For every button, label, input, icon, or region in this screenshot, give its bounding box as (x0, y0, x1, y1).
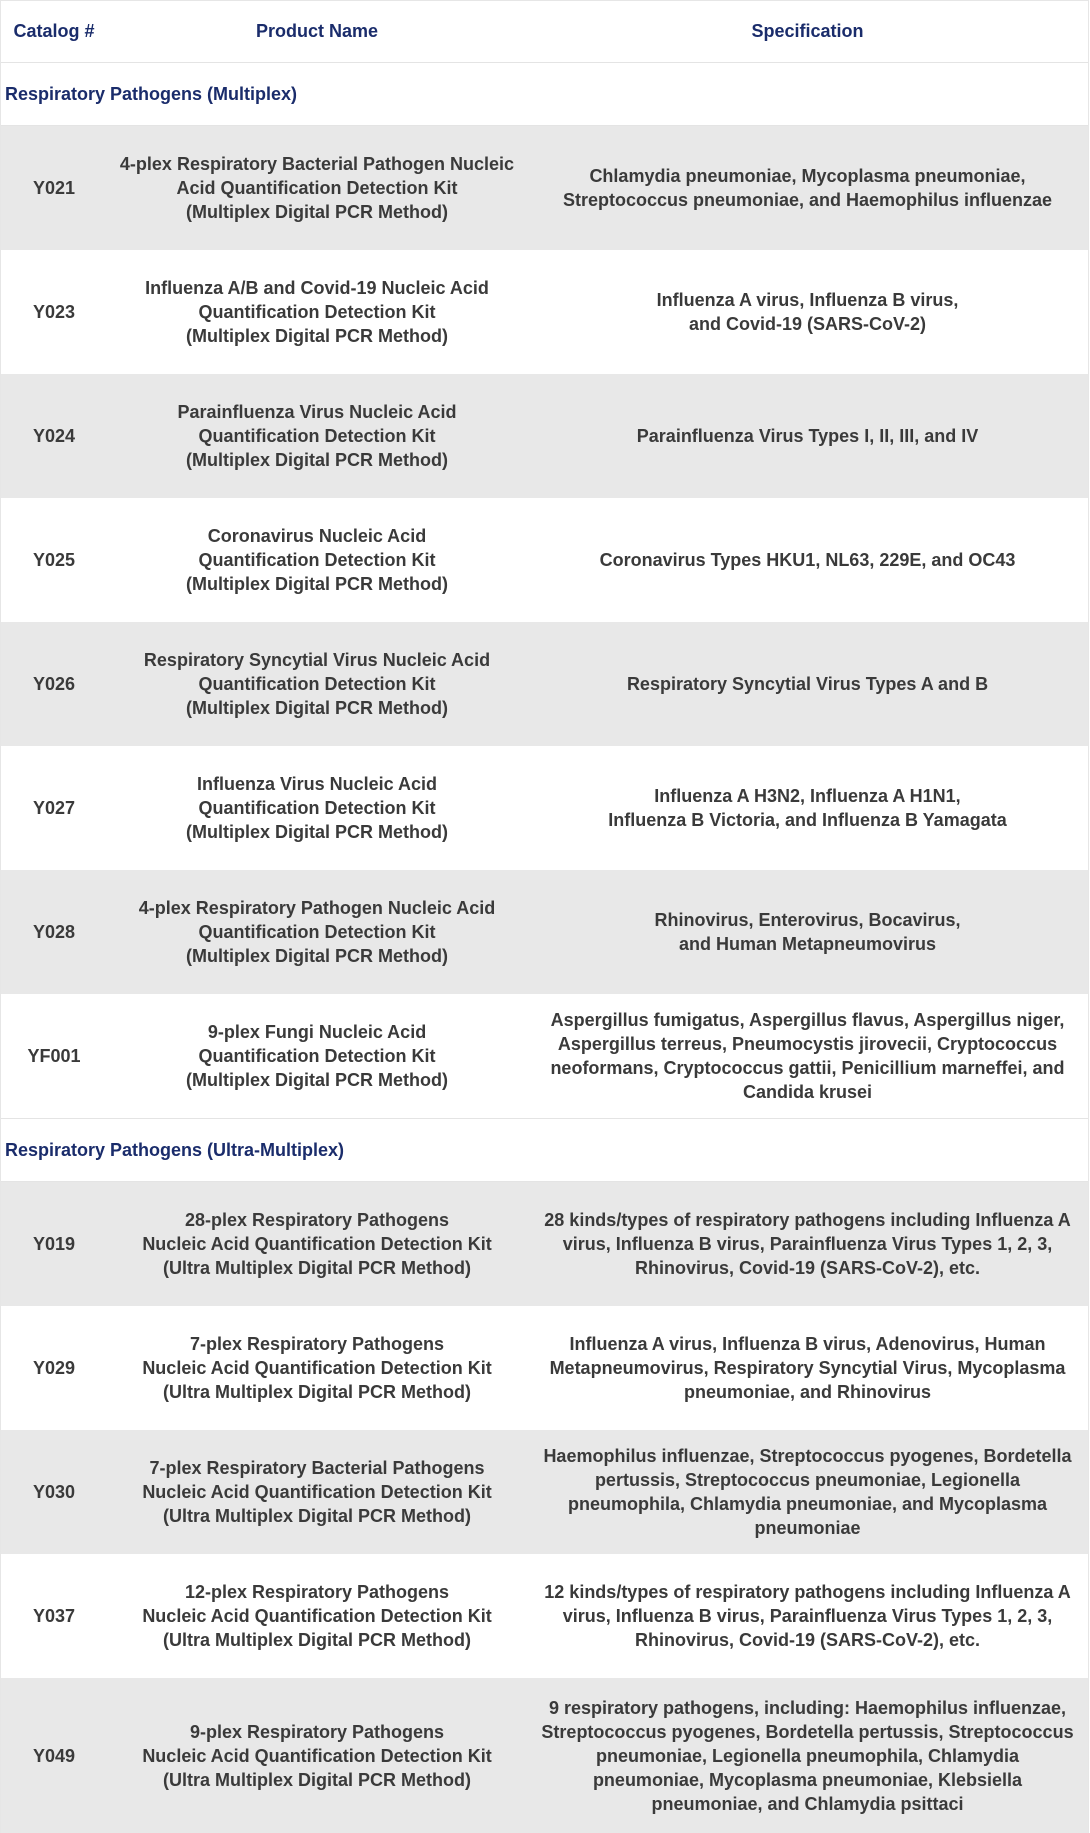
specification-cell: Coronavirus Types HKU1, NL63, 229E, and OC43 (599, 550, 1016, 570)
specification-cell: Influenza A virus, Influenza B virus, Adenovirus, Human Metapneumovirus, Respiratory Syncytial Virus, Mycoplasma pneumoniae, and Rhinovirus (549, 1334, 1066, 1402)
catalog-cell: Y028 (32, 922, 76, 942)
section-heading-multiplex: Respiratory Pathogens (Multiplex) (1, 63, 1088, 126)
table-row (1, 622, 1088, 746)
catalog-cell: Y029 (32, 1358, 76, 1378)
product-name-cell: Parainfluenza Virus Nucleic Acid Quantification Detection Kit (Multiplex Digital PCR Method) (177, 402, 457, 470)
product-name-cell: Influenza Virus Nucleic Acid Quantification Detection Kit (Multiplex Digital PCR Method) (186, 774, 448, 842)
specification-cell: 9 respiratory pathogens, including: Haemophilus influenzae, Streptococcus pyogenes, Bordetella pertussis, Streptococcus pneumoniae, Legionella pneumophila, Chlamydia pneumoniae, Mycoplasma pneumoniae, Klebsiella pneumoniae, and Chlamydia psittaci (541, 1697, 1074, 1814)
specification-cell: Chlamydia pneumoniae, Mycoplasma pneumoniae, Streptococcus pneumoniae, and Haemophilus influenzae (562, 166, 1053, 210)
table-row (1, 1678, 1088, 1833)
table-row (1, 994, 1088, 1118)
specification-cell: Aspergillus fumigatus, Aspergillus flavus, Aspergillus niger, Aspergillus terreus, Pneumocystis jirovecii, Cryptococcus neoformans, Cryptococcus gattii, Penicillium marneffei, and Candida krusei (550, 1010, 1065, 1102)
catalog-cell: Y027 (32, 798, 76, 818)
product-name-cell: Respiratory Syncytial Virus Nucleic Acid Quantification Detection Kit (Multiplex Digital PCR Method) (143, 650, 491, 718)
header-product-name: Product Name (255, 21, 379, 41)
specification-cell: Influenza A H3N2, Influenza A H1N1, Influenza B Victoria, and Influenza B Yamagata (608, 786, 1007, 830)
table-row (1, 498, 1088, 622)
table-row (1, 870, 1088, 994)
table-row (1, 1306, 1088, 1430)
catalog-cell: Y021 (32, 178, 76, 198)
table-row (1, 1430, 1088, 1554)
table-row (1, 374, 1088, 498)
catalog-cell: Y049 (32, 1745, 76, 1766)
product-name-cell: 7-plex Respiratory Bacterial Pathogens Nucleic Acid Quantification Detection Kit (Ultra Multiplex Digital PCR Method) (142, 1458, 492, 1526)
product-name-cell: 4-plex Respiratory Pathogen Nucleic Acid Quantification Detection Kit (Multiplex Digital PCR Method) (138, 898, 496, 966)
catalog-cell: Y025 (32, 550, 76, 570)
table-row (1, 746, 1088, 870)
specification-cell: 28 kinds/types of respiratory pathogens including Influenza A virus, Influenza B virus, Parainfluenza Virus Types 1, 2, 3, Rhinovirus, Covid-19 (SARS-CoV-2), etc. (544, 1210, 1071, 1278)
specification-cell: 12 kinds/types of respiratory pathogens including Influenza A virus, Influenza B virus, Parainfluenza Virus Types 1, 2, 3, Rhinovirus, Covid-19 (SARS-CoV-2), etc. (544, 1582, 1071, 1650)
table-row (1, 1554, 1088, 1678)
product-name-cell: 12-plex Respiratory Pathogens Nucleic Acid Quantification Detection Kit (Ultra Multiplex Digital PCR Method) (142, 1582, 492, 1650)
specification-cell: Haemophilus influenzae, Streptococcus pyogenes, Bordetella pertussis, Streptococcus pneumoniae, Legionella pneumophila, Chlamydia pneumoniae, and Mycoplasma pneumoniae (543, 1446, 1072, 1538)
specification-cell: Respiratory Syncytial Virus Types A and B (626, 674, 989, 694)
table-header (1, 1, 1088, 63)
header-catalog: Catalog # (13, 21, 95, 41)
catalog-cell: YF001 (27, 1046, 81, 1066)
section-heading-ultra-multiplex: Respiratory Pathogens (Ultra-Multiplex) (1, 1118, 1088, 1182)
catalog-cell: Y026 (32, 674, 76, 694)
product-name-cell: 7-plex Respiratory Pathogens Nucleic Acid Quantification Detection Kit (Ultra Multiplex Digital PCR Method) (142, 1334, 492, 1402)
catalog-cell: Y024 (32, 426, 76, 446)
catalog-cell: Y019 (32, 1234, 76, 1254)
specification-cell: Influenza A virus, Influenza B virus, and Covid-19 (SARS-CoV-2) (656, 290, 959, 334)
catalog-cell: Y037 (32, 1606, 76, 1626)
catalog-cell: Y023 (32, 302, 76, 322)
table-row (1, 250, 1088, 374)
table-row (1, 126, 1088, 250)
product-name-cell: Coronavirus Nucleic Acid Quantification Detection Kit (Multiplex Digital PCR Method) (186, 526, 448, 594)
specification-cell: Rhinovirus, Enterovirus, Bocavirus, and Human Metapneumovirus (654, 910, 961, 954)
product-name-cell: 28-plex Respiratory Pathogens Nucleic Acid Quantification Detection Kit (Ultra Multiplex Digital PCR Method) (142, 1210, 492, 1278)
table-row (1, 1182, 1088, 1306)
catalog-cell: Y030 (32, 1482, 76, 1502)
product-name-cell: 9-plex Respiratory Pathogens Nucleic Acid Quantification Detection Kit (Ultra Multiplex Digital PCR Method) (142, 1721, 492, 1790)
product-name-cell: Influenza A/B and Covid-19 Nucleic Acid Quantification Detection Kit (Multiplex Digital PCR Method) (145, 278, 489, 346)
product-name-cell: 9-plex Fungi Nucleic Acid Quantification Detection Kit (Multiplex Digital PCR Method) (186, 1022, 448, 1090)
header-specification: Specification (751, 21, 864, 41)
product-name-cell: 4-plex Respiratory Bacterial Pathogen Nucleic Acid Quantification Detection Kit (Multiplex Digital PCR Method) (119, 154, 515, 222)
specification-cell: Parainfluenza Virus Types I, II, III, and IV (636, 426, 979, 446)
